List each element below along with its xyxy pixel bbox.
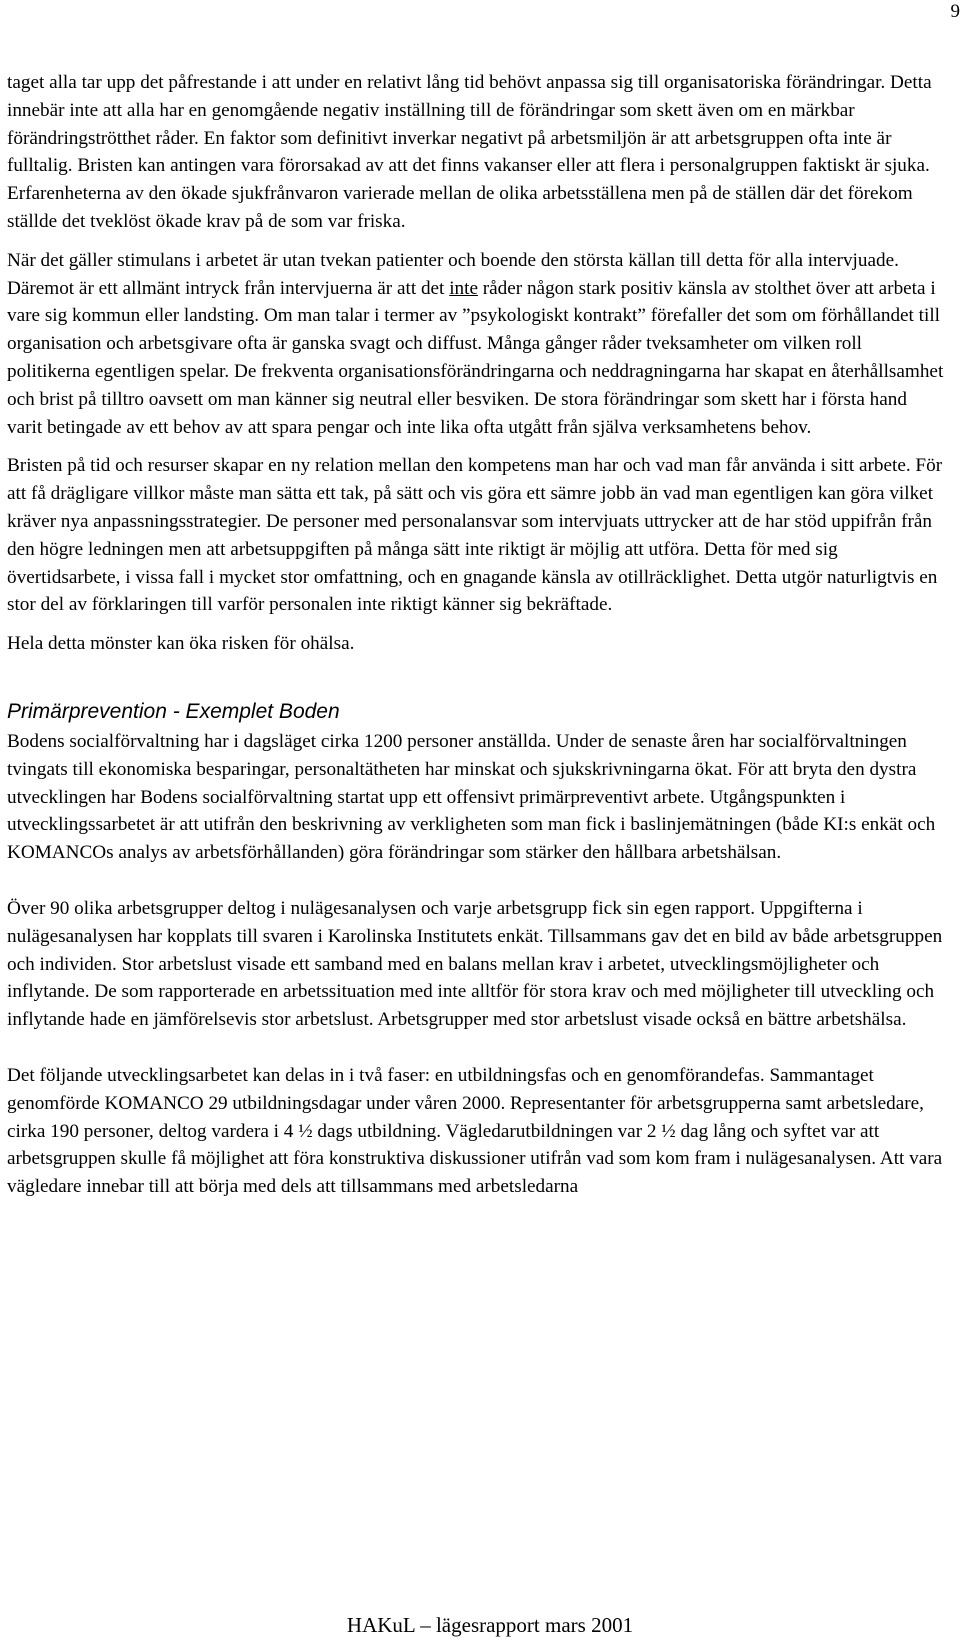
- paragraph-spacer: [7, 441, 945, 452]
- section-heading: Primärprevention - Exemplet Boden: [7, 699, 340, 723]
- paragraph-bristen: Bristen på tid och resurser skapar en ny relation mellan den kompetens man har och vad man får använda i sitt arbete. För att få drägligare villkor måste man sätta ett tak, på sätt och vis göra ett sämre jobb än vad man egentligen kan göra vilket kräver nya anpassningsstrategier. De personer med personalansvar som intervjuats uttrycker att de har stöd uppifrån från den högre ledningen men att arbetsuppgiften på många sätt inte riktigt är möjlig att utföra. Detta för med sig övertidsarbete, i vissa fall i mycket stor omfattning, och en gnagande känsla av otillräcklighet. Detta utgör naturligtvis en stor del av förklaringen till varför personalen inte riktigt känner sig bekräftade.: [7, 455, 943, 616]
- page-number: 9: [950, 1, 960, 22]
- paragraph-spacer: [7, 619, 945, 630]
- paragraph-spacer: [7, 236, 945, 247]
- paragraph-over90: Över 90 olika arbetsgrupper deltog i nulägesanalysen och varje arbetsgrupp fick sin egen rapport. Uppgifterna i nulägesanalysen har kopplats till svaren i Karolinska Institutets enkät. Tillsammans gav det en bild av både arbetsgruppen och individen. Stor arbetslust visade ett samband med en balans mellan krav i arbetet, utvecklingsmöjligheter och inflytande. De som rapporterade en arbetssituation med inte alltför för stora krav och med möjligheter till utveckling och inflytande hade en jämförelsevis stor arbetslust. Arbetsgrupper med stor arbetslust visade också en bättre arbetshälsa.: [7, 897, 943, 1031]
- paragraph-hela: Hela detta mönster kan öka risken för ohälsa.: [7, 633, 355, 655]
- page-footer: HAKuL – lägesrapport mars 2001: [346, 1613, 634, 1637]
- paragraph-intro: taget alla tar upp det påfrestande i att under en relativt lång tid behövt anpassa sig till organisatoriska förändringar. Detta innebär inte att alla har en genomgående negativ inställning till de förändringar som skett även om en märkbar förändringströtthet råder. En faktor som definitivt inverkar negativt på arbetsmiljön är att arbetsgruppen ofta inte är fulltalig. Bristen kan antingen vara förorsakad av att det finns vakanser eller att flera i personalgruppen faktiskt är sjuka. Erfarenheterna av den ökade sjukfrånvaron varierade mellan de olika arbetsställena men på de ställen där det förekom ställde det tveklöst ökade krav på de som var friska.: [7, 72, 932, 232]
- paragraph-stimulans: [7, 247, 945, 442]
- section-spacer: [7, 658, 945, 698]
- document-body: [7, 69, 945, 1201]
- paragraph-boden: Bodens socialförvaltning har i dagsläget cirka 1200 personer anställda. Under de senaste åren har socialförvaltningen tvingats till ekonomiska besparingar, personaltätheten har minskat och sjukskrivningarna ökat. För att bryta den dystra utvecklingen har Bodens socialförvaltning startat upp ett offensivt primärpreventivt arbete. Utgångspunkten i utvecklingssarbetet är att utifrån den beskrivning av verkligheten som man fick i baslinjemätningen (både KI:s enkät och KOMANCOs analys av arbetsförhållanden) göra förändringar som stärker den hållbara arbetshälsan.: [7, 730, 936, 864]
- paragraph-stimulans-part2: råder någon stark positiv känsla av stolthet över att arbeta i vare sig kommun eller landsting. Om man talar i termer av ”psykologiskt kontrakt” förefaller det som om förhållandet till organisation och arbetsgivare ofta är ganska svagt och diffust. Många gånger råder tveksamheter om vilken roll politikerna egentligen spelar. De frekventa organisationsförändringarna och neddragningarna har skapat en återhållsamhet och brist på tilltro oavsett om man känner sig neutral eller besviken. De stora förändringar som skett har i första hand varit betingade av ett behov av att spara pengar och inte lika ofta utgått från själva verksamhetens behov.: [7, 277, 944, 438]
- underlined-word: inte: [449, 277, 478, 299]
- paragraph-spacer: [7, 1034, 945, 1062]
- paragraph-spacer: [7, 867, 945, 895]
- paragraph-foljande: Det följande utvecklingsarbetet kan delas in i två faser: en utbildningsfas och en genomförandefas. Sammantaget genomförde KOMANCO 29 utbildningsdagar under våren 2000. Representanter för arbetsgrupperna samt arbetsledare, cirka 190 personer, deltog vardera i 4 ½ dags utbildning. Vägledarutbildningen var 2 ½ dag lång och syftet var att arbetsgruppen skulle få möjlighet att föra konstruktiva diskussioner utifrån vad som kom fram i nulägesanalysen. Att vara vägledare innebar till att börja med dels att tillsammans med arbetsledarna: [7, 1064, 943, 1198]
- paragraph-stimulans-part1: När det gäller stimulans i arbetet är utan tvekan patienter och boende den största källan till detta för alla intervjuade. Däremot är ett allmänt intryck från intervjuerna är att det: [7, 249, 899, 299]
